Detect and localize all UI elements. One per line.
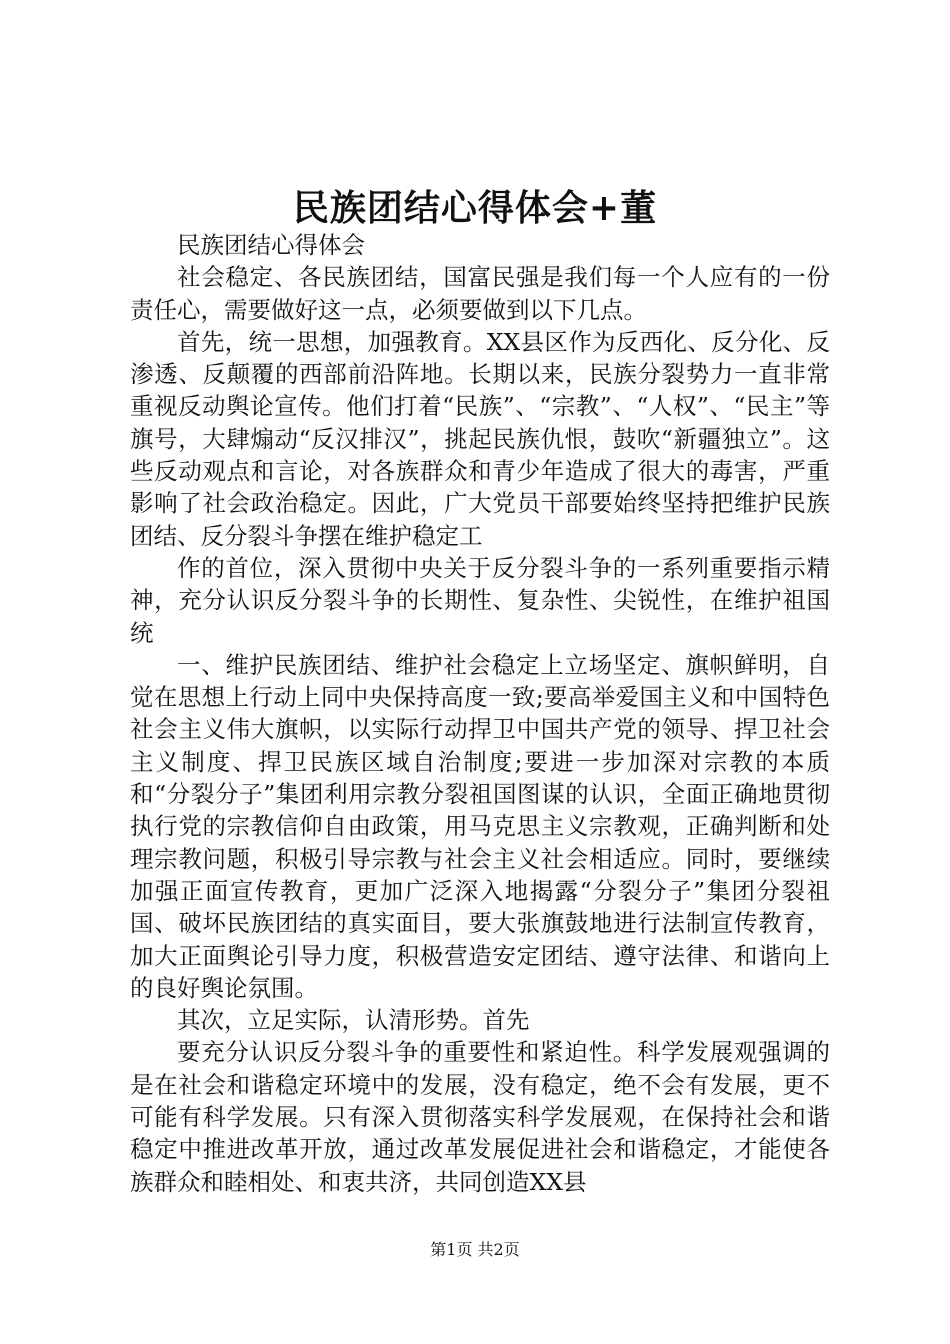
paragraph: 一、维护民族团结、维护社会稳定上立场坚定、旗帜鲜明，自觉在思想上行动上同中央保持高度一致;要高举爱国主义和中国特色社会主义伟大旗帜，以实际行动捍卫中国共产党的领导、捍卫社会主义制度、捍卫民族区域自治制度;要进一步加深对宗教的本质和“分裂分子”集团利用宗教分裂祖国图谋的认识，全面正确地贯彻执行党的宗教信仰自由政策，用马克思主义宗教观，正确判断和处理宗教问题，积极引导宗教与社会主义社会相适应。同时，要继续加强正面宣传教育，更加广泛深入地揭露“分裂分子”集团分裂祖国、破坏民族团结的真实面目，要大张旗鼓地进行法制宣传教育，加大正面舆论引导力度，积极营造安定团结、遵守法律、和谐向上的良好舆论氛围。 xyxy=(130,650,830,1002)
document-body xyxy=(130,229,830,1198)
paragraph: 要充分认识反分裂斗争的重要性和紧迫性。科学发展观强调的是在社会和谐稳定环境中的发展，没有稳定，绝不会有发展，更不可能有科学发展。只有深入贯彻落实科学发展观，在保持社会和谐稳定中推进改革开放，通过改革发展促进社会和谐稳定，才能使各族群众和睦相处、和衷共济，共同创造XX县 xyxy=(130,1038,830,1196)
paragraph: 社会稳定、各民族团结，国富民强是我们每一个人应有的一份责任心，需要做好这一点，必须要做到以下几点。 xyxy=(130,263,830,324)
paragraph: 作的首位，深入贯彻中央关于反分裂斗争的一系列重要指示精神，充分认识反分裂斗争的长期性、复杂性、尖锐性，在维护祖国统 xyxy=(130,553,830,647)
page-footer: 第1页 共2页 xyxy=(430,1240,520,1259)
paragraph-subtitle: 民族团结心得体会 xyxy=(177,231,365,259)
paragraph: 首先，统一思想，加强教育。XX县区作为反西化、反分化、反渗透、反颠覆的西部前沿阵地。长期以来，民族分裂势力一直非常重视反动舆论宣传。他们打着“民族”、“宗教”、“人权”、“民主”等旗号，大肆煽动“反汉排汉”，挑起民族仇恨，鼓吹“新疆独立”。这些反动观点和言论，对各族群众和青少年造成了很大的毒害，严重影响了社会政治稳定。因此，广大党员干部要始终坚持把维护民族团结、反分裂斗争摆在维护稳定工 xyxy=(130,327,830,550)
paragraph: 其次，立足实际，认清形势。首先 xyxy=(177,1006,530,1035)
document-title: 民族团结心得体会+董 xyxy=(292,187,658,229)
